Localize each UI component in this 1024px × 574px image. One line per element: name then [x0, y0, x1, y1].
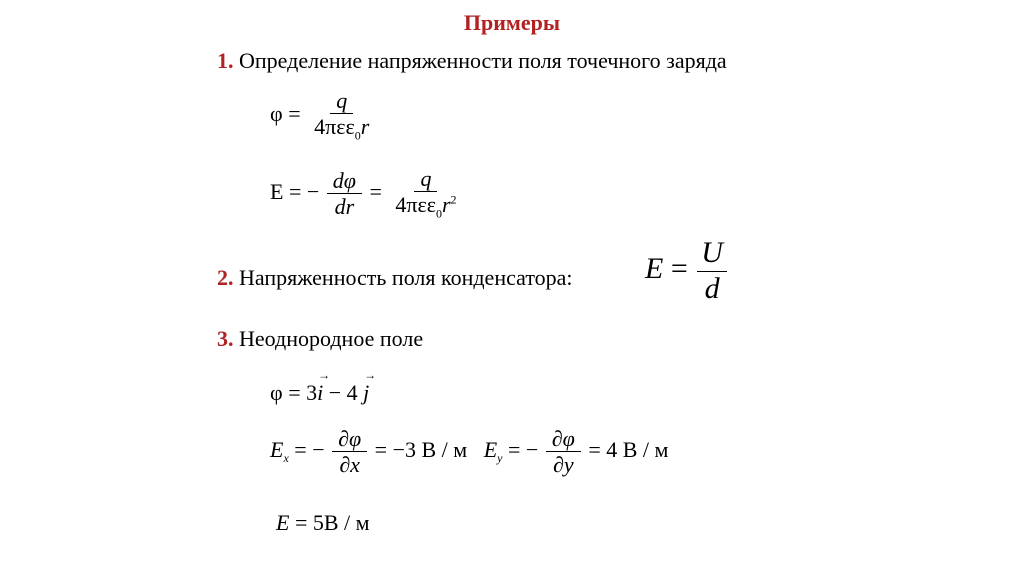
formula-potential-nonuniform: φ = 3→ i − 4 → j [270, 380, 369, 406]
section-1-text: Определение напряженности поля точечного заряда [239, 48, 727, 73]
section-2-number: 2. [217, 265, 234, 290]
formula-capacitor-field: E = $\frac{U}{d}$ [645, 236, 729, 306]
section-1-heading [217, 48, 727, 74]
ey-value: = 4 В / м [588, 436, 669, 462]
slide-title: Примеры [463, 10, 561, 35]
formula-field-point-charge: E = − $\frac{d\varphi}{dr}$ = $\frac{q}{4\pi\varepsilon\varepsilon_0r^2}$ [270, 166, 457, 221]
section-2-heading [217, 265, 573, 291]
formula-potential-point-charge: φ = $\frac{q}{4\pi\varepsilon\varepsilon_0r}$ [270, 88, 370, 143]
section-1-number: 1. [217, 48, 234, 73]
section-3-heading [217, 326, 423, 352]
ex-value: = −3 В / м [374, 436, 468, 462]
section-3-number: 3. [217, 326, 234, 351]
section-3-text: Неоднородное поле [239, 326, 424, 351]
section-2-text: Напряженность поля конденсатора: [239, 265, 573, 290]
formula-field-magnitude: E = 5В / м [276, 510, 370, 535]
formula-field-components: $E_x$ = − $\frac{\partial\varphi}{\partial x}$ = −3 В / м $E_y$ = − $\frac{\partial\varphi}{\partial y}$ = 4 В / м [270, 426, 669, 478]
e-value: = 5В / м [294, 510, 370, 535]
